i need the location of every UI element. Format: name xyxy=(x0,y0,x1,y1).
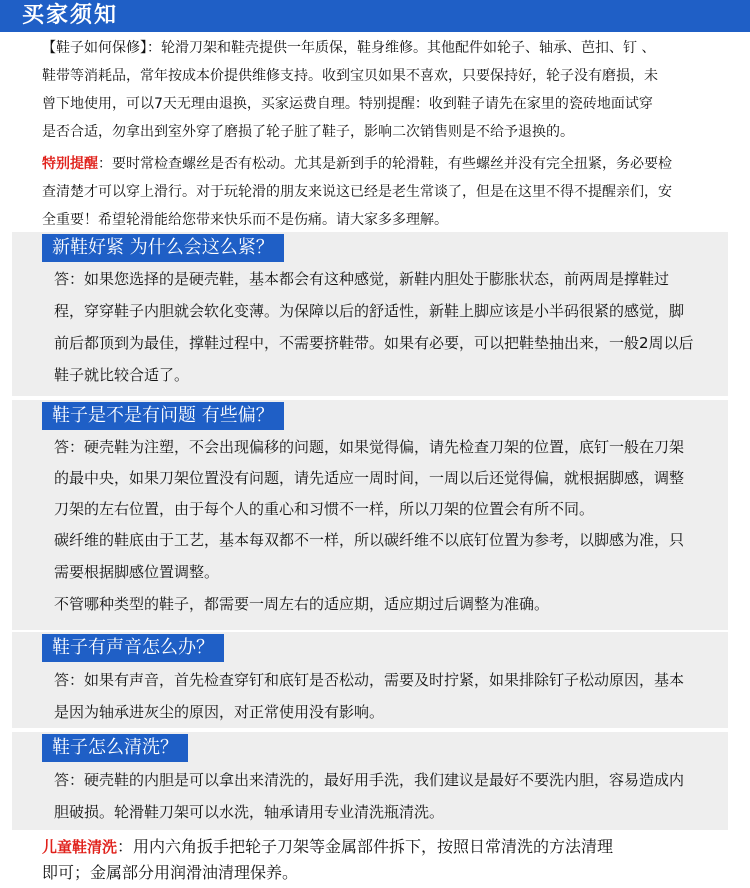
faq-question: 鞋子怎么清洗？ xyxy=(42,734,188,762)
reminder-line-1: 特别提醒：要时常检查螺丝是否有松动。尤其是新到手的轮滑鞋，有些螺丝并没有完全扭紧，务必要检 xyxy=(42,156,672,172)
faq-panel-cleaning xyxy=(12,732,728,830)
warranty-label: 【鞋子如何保修】 xyxy=(42,40,147,56)
faq-answer-line: 鞋子就比较合适了。 xyxy=(54,366,190,384)
warranty-line-4: 是否合适，勿拿出到室外穿了磨损了轮子脏了鞋子，影响二次销售则是不给予退换的。 xyxy=(42,124,574,140)
faq-question: 新鞋好紧 为什么会这么紧？ xyxy=(42,234,284,262)
faq-answer-line: 答：硬壳鞋为注塑，不会出现偏移的问题，如果觉得偏，请先检查刀架的位置，底钉一般在刀架 xyxy=(54,438,685,456)
faq-question: 鞋子是不是有问题 有些偏？ xyxy=(42,402,284,430)
faq-answer-line: 胆破损。轮滑鞋刀架可以水洗，轴承请用专业清洗瓶清洗。 xyxy=(54,803,445,821)
faq-panel-noise xyxy=(12,632,728,728)
intro-section xyxy=(0,32,750,232)
faq-answer-line: 答：如果您选择的是硬壳鞋，基本都会有这种感觉，新鞋内胆处于膨胀状态，前两周是撑鞋过 xyxy=(54,270,670,288)
warranty-line-2: 鞋带等消耗品，常年按成本价提供维修支持。收到宝贝如果不喜欢，只要保持好，轮子没有磨损，未 xyxy=(42,68,658,84)
faq-panel-offset xyxy=(12,400,728,630)
faq-answer-line: 程，穿穿鞋子内胆就会软化变薄。为保障以后的舒适性，新鞋上脚应该是小半码很紧的感觉，脚 xyxy=(54,302,685,320)
kids-cleaning-label: 儿童鞋清洗 xyxy=(42,838,118,856)
faq-answer-line: 不管哪种类型的鞋子，都需要一周左右的适应期，适应期过后调整为准确。 xyxy=(54,595,550,613)
header-bar xyxy=(0,0,750,32)
reminder-label: 特别提醒 xyxy=(42,156,98,172)
reminder-line-2: 查清楚才可以穿上滑行。对于玩轮滑的朋友来说这已经是老生常谈了，但是在这里不得不提醒亲们，安 xyxy=(42,184,672,200)
kids-cleaning-line-2: 即可；金属部分用润滑油清理保养。 xyxy=(42,863,299,882)
faq-answer-line: 前后都顶到为最佳，撑鞋过程中，不需要挤鞋带。如果有必要，可以把鞋垫抽出来，一般2周以后 xyxy=(54,334,694,352)
faq-answer-line: 刀架的左右位置，由于每个人的重心和习惯不一样，所以刀架的位置会有所不同。 xyxy=(54,500,595,518)
warranty-line-1: 【鞋子如何保修】：轮滑刀架和鞋壳提供一年质保，鞋身维修。其他配件如轮子、轴承、芭扣、钉 、 xyxy=(42,40,656,56)
faq-answer-line: 需要根据脚感位置调整。 xyxy=(54,563,220,581)
faq-answer-line: 的最中央，如果刀架位置没有问题，请先适应一周时间，一周以后还觉得偏，就根据脚感，调整 xyxy=(54,469,685,487)
kids-cleaning-line-1: 儿童鞋清洗：用内六角扳手把轮子刀架等金属部件拆下，按照日常清洗的方法清理 xyxy=(42,837,614,856)
faq-panel-tight-shoes xyxy=(12,232,728,396)
faq-answer-line: 答：硬壳鞋的内胆是可以拿出来清洗的，最好用手洗，我们建议是最好不要洗内胆，容易造成内 xyxy=(54,771,685,789)
page-title: 买家须知 xyxy=(22,3,119,28)
faq-answer-line: 答：如果有声音，首先检查穿钉和底钉是否松动，需要及时拧紧，如果排除钉子松动原因，基本 xyxy=(54,671,685,689)
warranty-line-3: 曾下地使用，可以7天无理由退换，买家运费自理。特别提醒：收到鞋子请先在家里的瓷砖地面试穿 xyxy=(42,96,653,112)
faq-answer-line: 碳纤维的鞋底由于工艺，基本每双都不一样，所以碳纤维不以底钉位置为参考，以脚感为准，只 xyxy=(54,531,685,549)
faq-question: 鞋子有声音怎么办？ xyxy=(42,634,224,662)
reminder-line-3: 全重要！希望轮滑能给您带来快乐而不是伤痛。请大家多多理解。 xyxy=(42,212,448,228)
faq-answer-line: 是因为轴承进灰尘的原因，对正常使用没有影响。 xyxy=(54,703,385,721)
